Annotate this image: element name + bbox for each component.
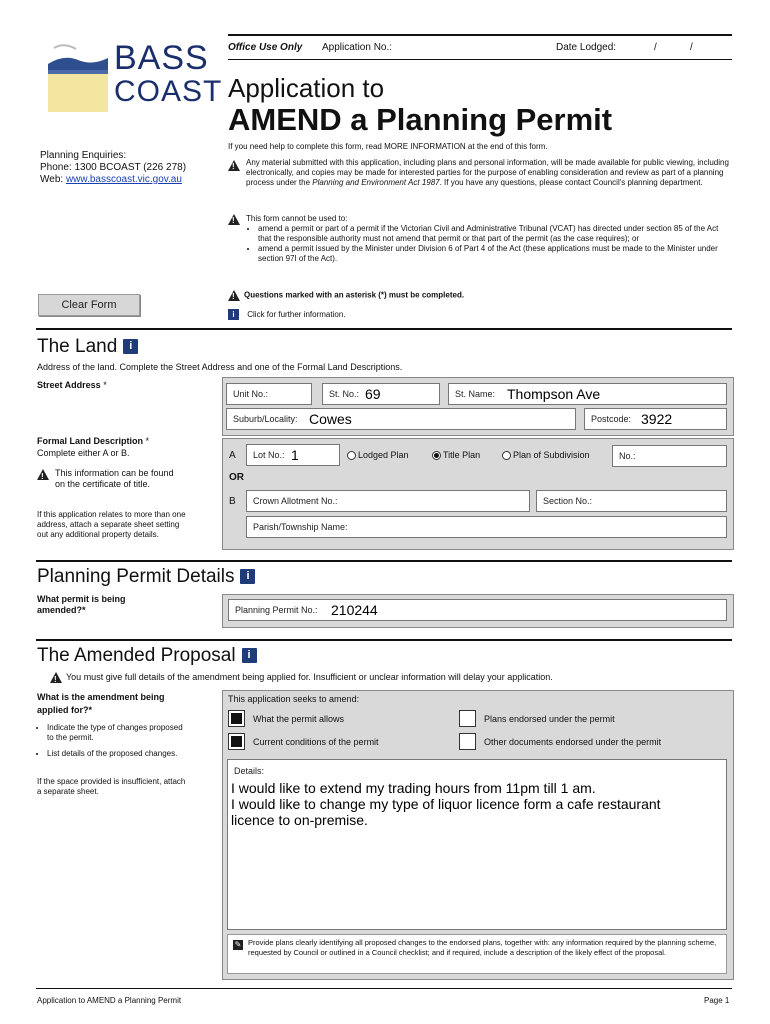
permit-title-text: Planning Permit Details (37, 566, 235, 587)
clear-form-button[interactable]: Clear Form (38, 294, 140, 316)
permit-question: What permit is being amended?* (37, 594, 126, 615)
proposal-title-text: The Amended Proposal (37, 645, 236, 666)
web-prefix: Web: (40, 174, 66, 185)
radio-title-plan[interactable] (432, 450, 480, 461)
details-line: I would like to change my type of liquor licence form a cafe restaurant (231, 796, 661, 812)
postcode-field[interactable] (584, 408, 727, 430)
land-description: Address of the land. Complete the Street Address and one of the Formal Land Descriptions. (37, 362, 403, 372)
page-title-line2: AMEND a Planning Permit (228, 102, 613, 137)
radio-lodged-label: Lodged Plan (358, 450, 409, 460)
radio-title-label: Title Plan (443, 450, 481, 460)
logo-text-bass: BASS (114, 39, 209, 77)
proposal-bullet: • Indicate the type of changes proposed to the permit. (47, 723, 187, 743)
proposal-warning-text: You must give full details of the amendment being applied for. Insufficient or unclear information will delay your application. (66, 672, 553, 682)
warning-icon (50, 672, 62, 683)
details-textarea[interactable] (227, 759, 727, 930)
proposal-warning (50, 672, 690, 683)
formal-description-sub: Complete either A or B. (37, 448, 130, 458)
crown-allotment-field[interactable] (246, 490, 530, 512)
warning2-heading: This form cannot be used to: (246, 214, 348, 223)
street-address-label: Street Address * (37, 380, 107, 390)
warning-icon (37, 469, 49, 480)
lot-no-value: 1 (291, 447, 299, 463)
date-separator-1: / (654, 42, 657, 53)
proposal-question: What is the amendment being applied for?* (37, 692, 165, 715)
proposal-bullet: • List details of the proposed changes. (47, 749, 187, 759)
info-icon[interactable]: i (240, 569, 255, 584)
st-name-value: Thompson Ave (507, 386, 601, 402)
st-no-label: St. No.: (329, 389, 360, 399)
postcode-label: Postcode: (591, 414, 632, 424)
seeks-label: This application seeks to amend: (228, 694, 360, 704)
details-text (231, 780, 725, 828)
application-no-label: Application No.: (322, 42, 393, 53)
option-b-label: B (229, 496, 236, 507)
permit-no-value: 210244 (331, 602, 378, 618)
plans-note-text: Provide plans clearly identifying all proposed changes to the endorsed plans, together with: any information required by the planning scheme, requested by Council or outlined in a Council checklist; and if required, include a description of the likely effect of the proposal. (248, 938, 717, 957)
checkbox-other-documents[interactable] (459, 733, 476, 750)
opt-plans-label: Plans endorsed under the permit (484, 714, 615, 724)
or-label: OR (229, 472, 244, 483)
suburb-value: Cowes (309, 411, 352, 427)
unit-no-label: Unit No.: (233, 389, 269, 399)
opt-other-label: Other documents endorsed under the permit (484, 737, 662, 747)
details-label: Details: (234, 766, 265, 776)
warning-icon (228, 214, 240, 225)
checkbox-current-conditions[interactable] (228, 733, 245, 750)
pencil-icon: ✎ (234, 940, 242, 949)
st-no-value: 69 (365, 386, 381, 402)
plan-no-label: No.: (619, 451, 636, 461)
proposal-bullets (37, 723, 187, 759)
info-icon[interactable]: i (242, 648, 257, 663)
radio-subdivision-label: Plan of Subdivision (513, 450, 590, 460)
footer-left: Application to AMEND a Planning Permit (37, 996, 182, 1005)
space-note: If the space provided is insufficient, attach a separate sheet. (37, 777, 186, 796)
section-no-label: Section No.: (543, 496, 593, 506)
section-title-permit (37, 566, 255, 588)
divider (36, 560, 732, 562)
asterisk-note-row (228, 290, 728, 301)
formal-note (37, 468, 177, 490)
st-name-label: St. Name: (455, 389, 496, 399)
opt-what-label: What the permit allows (253, 714, 345, 724)
contact-block (40, 150, 220, 186)
parish-field[interactable] (246, 516, 727, 538)
asterisk-note: Questions marked with an asterisk (*) must be completed. (244, 290, 465, 300)
formal-note-text: This information can be found on the certificate of title. (55, 468, 174, 489)
info-icon[interactable]: i (123, 339, 138, 354)
warning-cannot-use (228, 214, 730, 264)
crown-allotment-label: Crown Allotment No.: (253, 496, 338, 506)
warning2-item: • amend a permit issued by the Minister under Division 6 of Part 4 of the Act (these applications must be made to the Minister under section 97I of the Act). (258, 244, 730, 264)
warning1-act-name: Planning and Environment Act 1987 (312, 178, 440, 187)
radio-plan-of-subdivision[interactable] (502, 450, 590, 461)
web-line (40, 174, 220, 186)
land-title-text: The Land (37, 336, 118, 357)
lot-no-label: Lot No.: (253, 450, 285, 460)
warning-icon (228, 290, 240, 301)
warning-public-viewing (228, 158, 730, 188)
page-title-line1: Application to (228, 73, 385, 103)
date-lodged-label: Date Lodged: (556, 42, 617, 53)
formal-description-label: Formal Land Description * (37, 436, 150, 446)
office-use-bar (228, 34, 732, 60)
planning-permit-no-field[interactable] (228, 599, 727, 621)
plan-no-field[interactable] (612, 445, 727, 467)
details-line: I would like to extend my trading hours from 11pm till 1 am. (231, 780, 596, 796)
warning-icon (228, 160, 240, 171)
office-use-only-label: Office Use Only (228, 42, 303, 53)
lot-no-field[interactable] (246, 444, 340, 466)
info-icon: i (228, 309, 239, 320)
help-text: If you need help to complete this form, read MORE INFORMATION at the end of this form. (228, 142, 548, 151)
section-title-proposal (37, 645, 257, 667)
info-note-row[interactable] (228, 309, 728, 320)
warning1-text-a: Any material submitted with this application, including plans and personal information, will be made available for public viewing, including electronically, and copies may be made for interested parties for the purpose of enabling consideration and review as part of a planning process under the (246, 158, 729, 187)
details-line: licence to on-premise. (231, 812, 368, 828)
click-info-text: Click for further information. (247, 309, 346, 319)
warning1-text-b: . If you have any questions, please contact Council's planning department. (439, 178, 703, 187)
website-link[interactable]: www.basscoast.vic.gov.au (65, 174, 182, 185)
logo-text-coast: COAST (114, 75, 223, 108)
divider (36, 639, 732, 641)
section-title-land (37, 336, 138, 358)
radio-lodged-plan[interactable] (347, 450, 409, 461)
suburb-field[interactable] (226, 408, 576, 430)
date-separator-2: / (690, 42, 693, 53)
postcode-value: 3922 (641, 411, 673, 427)
footer-page-number: Page 1 (704, 996, 730, 1005)
parish-label: Parish/Township Name: (253, 522, 348, 532)
planning-enquiries-label: Planning Enquiries: (40, 150, 127, 161)
suburb-label: Suburb/Locality: (233, 414, 298, 424)
plans-note-box (227, 934, 727, 974)
multi-address-note: If this application relates to more than one address, attach a separate sheet setting out any additional property details. (37, 510, 186, 539)
permit-no-label: Planning Permit No.: (235, 605, 318, 615)
unit-no-field[interactable] (226, 383, 312, 405)
st-name-field[interactable] (448, 383, 727, 405)
checkbox-what-permit-allows[interactable] (228, 710, 245, 727)
checkbox-plans-endorsed[interactable] (459, 710, 476, 727)
footer-divider (36, 988, 732, 989)
opt-conditions-label: Current conditions of the permit (253, 737, 379, 747)
warning2-item: • amend a permit or part of a permit if the Victorian Civil and Administrative Tribunal (VCAT) has directed under section 85 of the Act that the responsible authority must not amend that permit or that part of the permit (as the case requires); or (258, 224, 730, 244)
logo-graphic (44, 40, 112, 115)
bass-coast-logo (44, 39, 223, 115)
st-no-field[interactable] (322, 383, 440, 405)
section-no-field[interactable] (536, 490, 727, 512)
phone-number: Phone: 1300 BCOAST (226 278) (40, 162, 187, 173)
option-a-label: A (229, 450, 236, 461)
divider (36, 328, 732, 330)
